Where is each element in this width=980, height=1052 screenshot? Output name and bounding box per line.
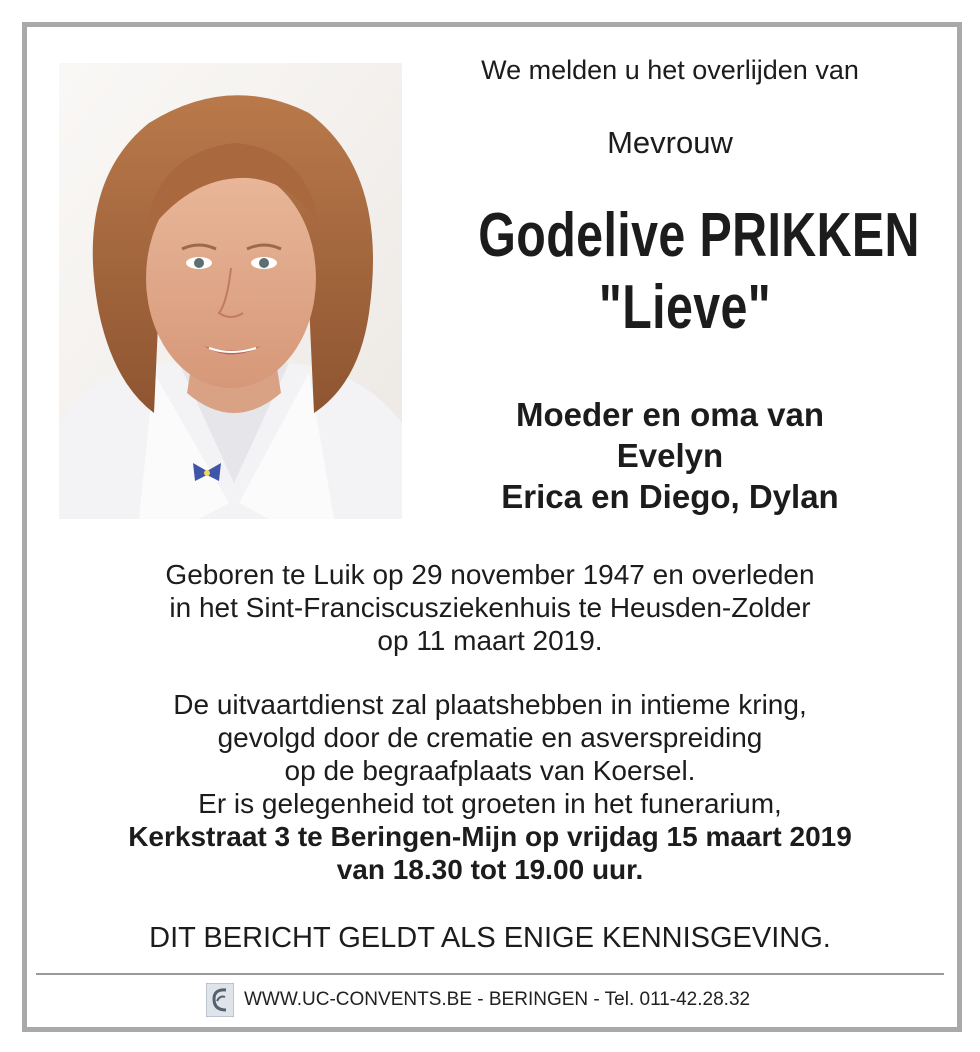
notice-statement: DIT BERICHT GELDT ALS ENIGE KENNISGEVING. <box>149 922 831 954</box>
paragraph-line: Geboren te Luik op 29 november 1947 en overleden <box>165 559 815 590</box>
footer-divider <box>36 973 944 975</box>
paragraph-line: De uitvaartdienst zal plaatshebben in intieme kring, <box>173 689 807 720</box>
relation-line: Evelyn <box>616 437 724 474</box>
deceased-name: Godelive PRIKKEN <box>478 201 920 270</box>
honorific-title: Mevrouw <box>607 125 733 160</box>
family-relations <box>400 394 940 517</box>
portrait-photo <box>59 63 402 519</box>
uc-conventus-logo-icon <box>206 983 234 1017</box>
funeral-paragraph <box>30 688 950 886</box>
footer-contact-text[interactable]: WWW.UC-CONVENTS.BE - BERINGEN - Tel. 011-42.28.32 <box>244 989 751 1010</box>
relation-line: Erica en Diego, Dylan <box>501 478 839 515</box>
visitation-line: Kerkstraat 3 te Beringen-Mijn op vrijdag 15 maart 2019 <box>128 821 852 852</box>
relation-line: Moeder en oma van <box>515 396 825 433</box>
deceased-name-block <box>478 200 920 344</box>
visitation-time-line: van 18.30 tot 19.00 uur. <box>336 854 644 885</box>
portrait-illustration <box>59 63 402 519</box>
birth-death-paragraph <box>30 558 950 657</box>
paragraph-line: in het Sint-Franciscusziekenhuis te Heusden-Zolder <box>169 592 811 623</box>
paragraph-line: Er is gelegenheid tot groeten in het funerarium, <box>198 788 782 819</box>
paragraph-line: gevolgd door de crematie en asverspreiding <box>217 722 763 753</box>
deceased-nickname: "Lieve" <box>598 273 772 342</box>
announcement-intro: We melden u het overlijden van <box>481 55 859 85</box>
paragraph-line: op 11 maart 2019. <box>377 625 603 656</box>
footer <box>206 983 750 1017</box>
paragraph-line: op de begraafplaats van Koersel. <box>284 755 696 786</box>
